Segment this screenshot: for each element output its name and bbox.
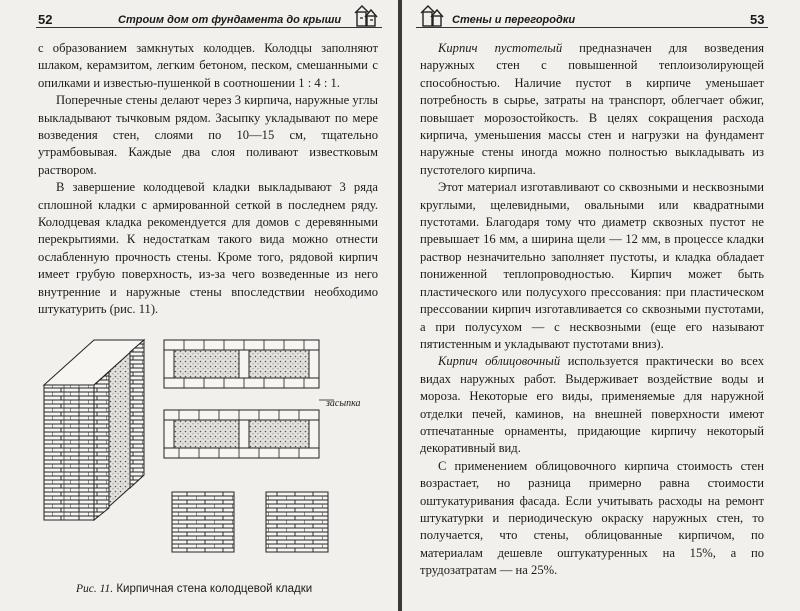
body-text — [38, 40, 378, 319]
paragraph: Поперечные стены делают через 3 кирпича, наружные углы выкладывают тычковым рядом. Засыпку укладывают по мере возведения стен, слоями по 10—15 см, тщательно утрамбовывая. Каждые два слоя поливают известковым раствором. — [38, 93, 378, 177]
paragraph: Этот материал изготавливают со сквозными и несквозными круглыми, щелевидными, овальными или квадратными пустотами. Благодаря тому что диаметр сквозных пустот не превышает 16 мм, а ширина щели — 12 мм, в процессе кладки раствор незначительно заполняет пустоты, и кладка обладает пониженной теплопроводностью. Кирпич может быть пластического или полусухого прессования: при пластическом прессовании кирпич изготавливается со сквозными пустотами, а при полусухом — с несквозными (еще его называют пятистенным и укладывают пустотами вниз). — [420, 180, 764, 351]
isometric-wall-drawing — [44, 340, 144, 520]
page-number: 53 — [750, 12, 765, 27]
term: Кирпич облицовочный — [438, 354, 561, 369]
figure-title: Кирпичная стена колодцевой кладки — [116, 583, 313, 595]
header-rule — [36, 27, 382, 28]
paragraph: Кирпич облицовочный используется практически во всех видах наружных работ. Выдерживает воздействие воды и мороза. Некоторые его виды, применяемые для наружной отделки печей, каминов, на внешней поверхности имеют отпечатанные орнаменты, придающие кирпичу некоторый декоративный вид. — [420, 354, 764, 456]
running-title: Стены и перегородки — [452, 14, 576, 26]
running-title: Строим дом от фундамента до крыши — [118, 14, 342, 26]
brick-bond-pattern-left — [172, 492, 234, 552]
left-page — [0, 0, 398, 611]
figure-caption — [76, 583, 312, 595]
paragraph: В завершение колодцевой кладки выкладывают 3 ряда сплошной кладки с армированной сеткой в последнем ряду. Колодцевая кладка рекомендуется для домов с деревянными перекрытиями. К недостаткам такого вида можно отнести ослабленную прочность стены. Кроме того, рядовой кирпич имеет грубую поверхность, из-за чего возведенные из него внутренние и наружные стены впоследствии необходимо штукатурить (рис. 11). — [38, 180, 378, 317]
page-number: 52 — [38, 12, 53, 27]
term: Кирпич пустотелый — [438, 41, 563, 55]
right-page — [402, 0, 800, 611]
masonry-figure — [34, 320, 384, 578]
figure-number: Рис. 11. — [76, 583, 114, 595]
paragraph: с образованием замкнутых колодцев. Колодцы заполняют шлаком, керамзитом, легким бетоном, песком, смешанными с опилками и известью-пушенкой в соотношении 1 : 4 : 1. — [38, 41, 378, 90]
fill-label: засыпка — [326, 398, 361, 409]
paragraph: С применением облицовочного кирпича стоимость стен возрастает, но разница примерно равна стоимости оштукатуривания фасада. Если учитывать расходы на ремонт штукатурки и периодическую окраску наружных стен, то получается, что стены, облицованные кирпичом, по материалам дешевле оштукатуренных на 15%, а по трудозатратам — на 25%. — [420, 458, 764, 578]
header-rule — [416, 27, 768, 28]
paragraph: Кирпич пустотелый предназначен для возведения наружных стен с повышенной теплоизолирующей способностью. Наличие пустот в кирпиче уменьшает потребность в сырье, затраты на транспорт, облегчает обжиг, повышает морозостойкость. В целях сокращения расхода кирпича, уменьшения массы стен и нагрузки на фундамент наружные стены иногда можно полностью выкладывать из пустотелого кирпича. — [420, 41, 764, 177]
brick-bond-pattern-right — [266, 492, 328, 552]
plan-section-drawing — [164, 340, 334, 458]
body-text — [420, 40, 764, 580]
